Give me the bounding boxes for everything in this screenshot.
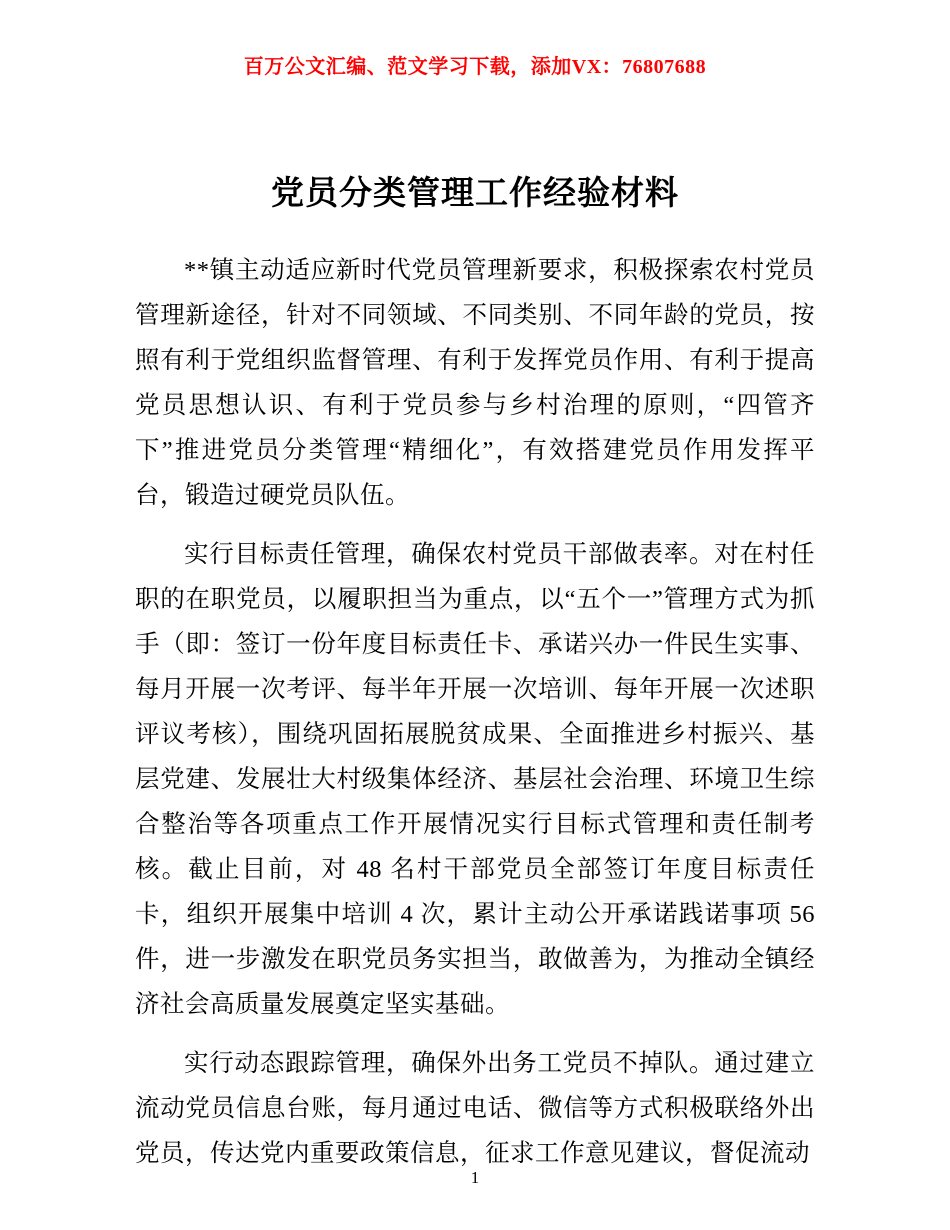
document-body [135, 248, 815, 1176]
document-title: 党员分类管理工作经验材料 [271, 176, 679, 212]
header-notice: 百万公文汇编、范文学习下载，添加VX：76807688 [243, 56, 707, 78]
paragraph-target-responsibility: 实行目标责任管理，确保农村党员干部做表率。对在村任职的在职党员，以履职担当为重点，以“五个一”管理方式为抓手（即：签订一份年度目标责任卡、承诺兴办一件民生实事、每月开展一次考评、每半年开展一次培训、每年开展一次述职评议考核），围绕巩固拓展脱贫成果、全面推进乡村振兴、基层党建、发展壮大村级集体经济、基层社会治理、环境卫生综合整治等各项重点工作开展情况实行目标式管理和责任制考核。截止目前，对 48 名村干部党员全部签订年度目标责任卡，组织开展集中培训 4 次，累计主动公开承诺践诺事项 56 件，进一步激发在职党员务实担当，敢做善为，为推动全镇经济社会高质量发展奠定坚实基础。 [135, 541, 815, 1018]
paragraph-intro: **镇主动适应新时代党员管理新要求，积极探索农村党员管理新途径，针对不同领域、不同类别、不同年龄的党员，按照有利于党组织监督管理、有利于发挥党员作用、有利于提高党员思想认识、有利于党员参与乡村治理的原则，“四管齐下”推进党员分类管理“精细化”，有效搭建党员作用发挥平台，锻造过硬党员队伍。 [135, 257, 815, 509]
page-number: 1 [470, 1168, 480, 1187]
paragraph-dynamic-tracking: 实行动态跟踪管理，确保外出务工党员不掉队。通过建立流动党员信息台账，每月通过电话、微信等方式积极联络外出党员，传达党内重要政策信息，征求工作意见建议，督促流动 [135, 1050, 815, 1167]
